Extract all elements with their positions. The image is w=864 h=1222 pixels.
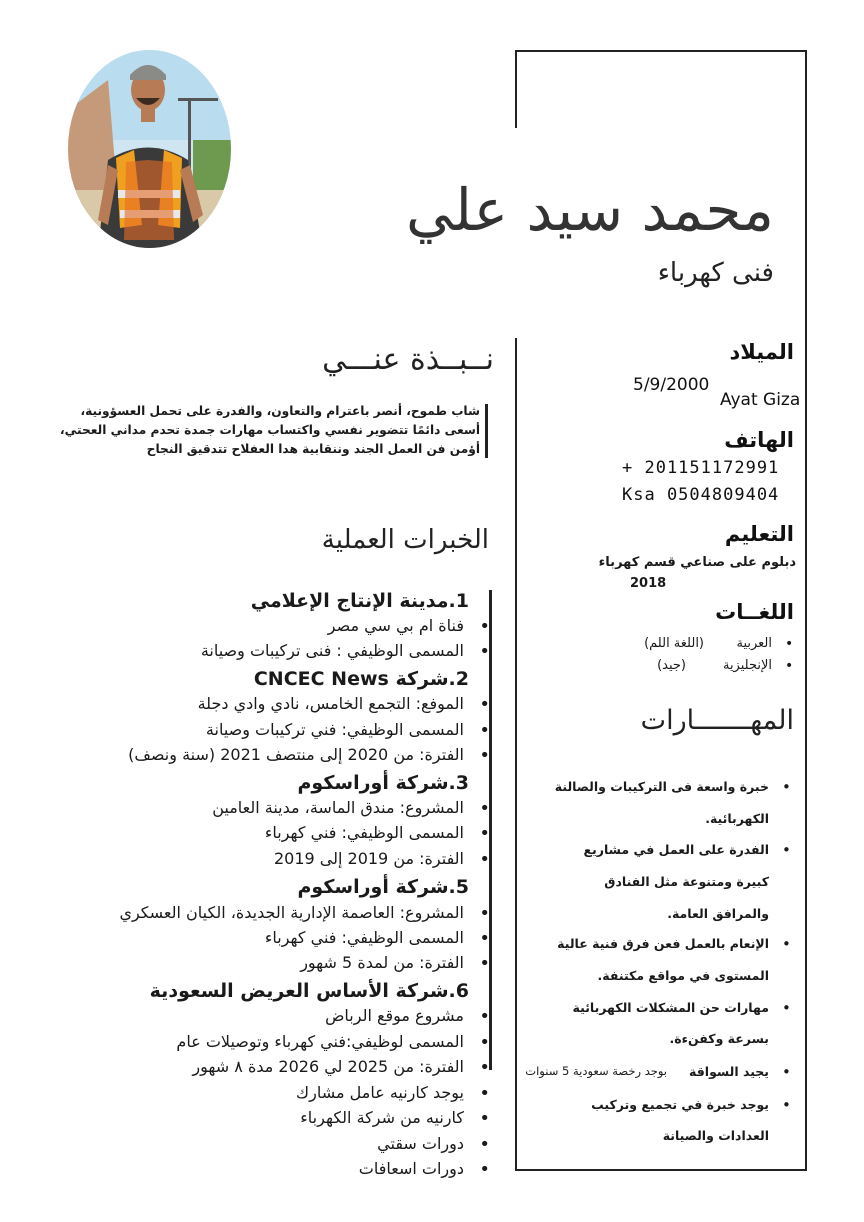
skill-line: يوجد خبرة في تجميع وتركيب bbox=[591, 1097, 769, 1112]
language-level: (اللغة اللم) bbox=[644, 636, 704, 651]
about-heading: نــبــذة عنـــي bbox=[322, 342, 494, 377]
skill-line: بوجد رخصة سعودية 5 سنوات bbox=[525, 1064, 667, 1078]
person-name: محمد سيد علي bbox=[405, 176, 774, 244]
experience-item: يوجد كارنيه عامل مشارك • bbox=[296, 1083, 464, 1102]
experience-item: فناة ام بي سي مصر • bbox=[328, 616, 464, 635]
about-accent-bar bbox=[485, 404, 488, 458]
skill-bullet-icon: • bbox=[782, 935, 791, 953]
experience-item: الفترة: من 2020 إلى منتصف 2021 (سنة ونصف) • bbox=[128, 745, 464, 764]
education-year: 2018 bbox=[630, 576, 667, 591]
skill-line: مهارات حن المشكلات الكهربائية bbox=[572, 1000, 769, 1015]
skill-line: يجيد السواقة bbox=[689, 1064, 769, 1079]
skill-line: والمرافق العامة. bbox=[667, 906, 769, 921]
experience-title: 1.مدينة الإنتاج الإعلامي bbox=[250, 590, 469, 612]
birth-place: Ayat Giza bbox=[720, 390, 801, 410]
education-heading: التعليم bbox=[724, 522, 794, 546]
job-title: فنى كهرباء bbox=[657, 258, 774, 288]
phone-number-1: + 201151172991 bbox=[622, 458, 780, 478]
experience-item: دورات سقتي • bbox=[377, 1134, 464, 1153]
experience-heading: الخبرات العملية bbox=[321, 525, 489, 555]
experience-item: دورات اسعافات • bbox=[359, 1159, 464, 1178]
skill-line: العدادات والصيانة bbox=[662, 1128, 769, 1143]
language-level: (جيد) bbox=[657, 658, 686, 673]
skill-bullet-icon: • bbox=[782, 1096, 791, 1114]
birth-heading: الميلاد bbox=[729, 340, 794, 364]
about-text: شاب طموح، أنصر باعترام والتعاون، والفدرة على تحمل العسؤونية، أسعى دائمًا تتضوير نفسي واكتساب مهارات جمدة تحدم مداني العحتي، أؤمن فن العمل الجند وننقابية هدا العفلاح تتدقيق النجاح bbox=[60, 404, 480, 456]
experience-item: مشروع موقع الرباض • bbox=[325, 1006, 464, 1025]
experience-title: 6.شركة الأساس العريض السعودية bbox=[149, 980, 469, 1002]
experience-item: المشروع: مندق الماسة، مدينة العامين • bbox=[212, 798, 464, 817]
experience-title: 3.شركة أوراسكوم bbox=[297, 772, 469, 794]
language-bullet-icon: • bbox=[785, 658, 794, 674]
birth-date: 5/9/2000 bbox=[633, 375, 710, 395]
skill-bullet-icon: • bbox=[782, 999, 791, 1017]
experience-item: المسمى الوظيفي : فنى تركيبات وصيانة • bbox=[201, 641, 464, 660]
experience-item: المسمى الوظيفي: فني كهرباء • bbox=[265, 928, 464, 947]
skill-line: كبيرة ومتنوعة مثل الفنادق bbox=[604, 874, 769, 889]
experience-item: كارنيه من شركة الكهرباء • bbox=[300, 1108, 464, 1127]
profile-photo bbox=[68, 50, 231, 248]
skill-line: الفدرة على العمل في مشاريع bbox=[583, 842, 769, 857]
skill-line: خبرة واسعة فى التركيبات والصالنة bbox=[554, 779, 769, 794]
skills-heading: المهـــــــارات bbox=[640, 705, 794, 736]
phone-heading: الهاتف bbox=[724, 428, 794, 452]
experience-item: الموفع: التجمع الخامس، نادي وادي دجلة • bbox=[198, 694, 464, 713]
skill-line: بسرعة وكفنءة. bbox=[669, 1031, 769, 1046]
language-bullet-icon: • bbox=[785, 636, 794, 652]
experience-item: المسمى الوظيفي: فني كهرباء • bbox=[265, 823, 464, 842]
experience-item: الفترة: من 2019 إلى 2019 • bbox=[274, 849, 464, 868]
experience-title: 2.شركة CNCEC News bbox=[253, 668, 469, 690]
experience-item: الفترة: من 2025 لي 2026 مدة ٨ شهور • bbox=[192, 1057, 464, 1076]
education-degree: دبلوم على صناعي قسم كهرباء bbox=[598, 555, 796, 570]
phone-number-2: Ksa 0504809404 bbox=[622, 485, 780, 505]
skill-line: المستوى في مواقع مكتنفة. bbox=[597, 968, 769, 983]
experience-item: المسمى الوظيفي: فني تركيبات وصيانة • bbox=[206, 720, 464, 739]
experience-item: المشروع: العاصمة الإدارية الجديدة، الكيان العسكري • bbox=[119, 903, 464, 922]
languages-heading: اللغــات bbox=[715, 600, 794, 624]
profile-photo-image bbox=[68, 50, 231, 248]
experience-item: المسمى لوظيفي:فني كهرباء وتوصيلات عام • bbox=[176, 1032, 464, 1051]
experience-item: الفترة: من لمدة 5 شهور • bbox=[300, 953, 464, 972]
skill-line: الإنعام بالعمل فعن فرق فنية عالية bbox=[557, 936, 769, 951]
skill-bullet-icon: • bbox=[782, 1063, 791, 1081]
skill-line: الكهربائية. bbox=[705, 811, 769, 826]
language-name: الإنجليزية bbox=[722, 658, 772, 673]
language-name: العربية bbox=[736, 636, 772, 651]
skill-bullet-icon: • bbox=[782, 841, 791, 859]
skill-bullet-icon: • bbox=[782, 778, 791, 796]
experience-title: 5.شركة أوراسكوم bbox=[297, 876, 469, 898]
